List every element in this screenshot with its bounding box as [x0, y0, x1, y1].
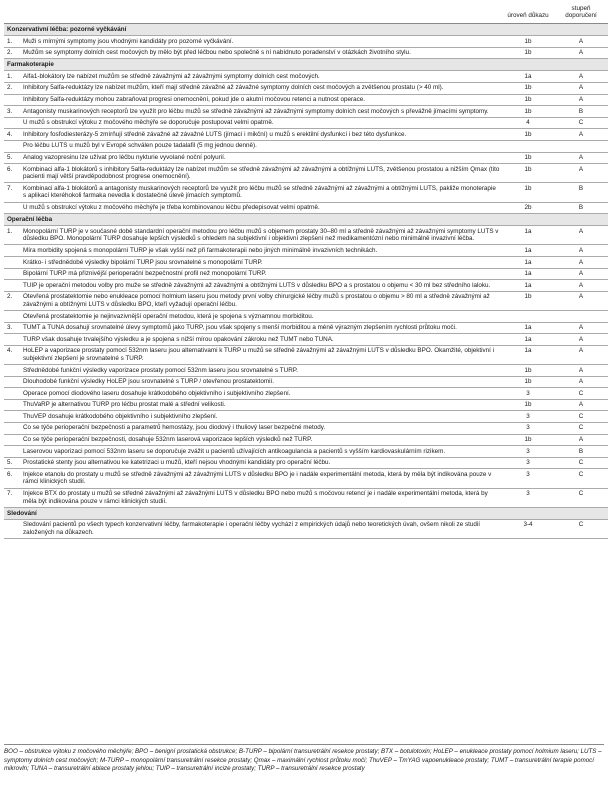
table-row: [4, 388, 608, 400]
table-row: [4, 47, 608, 59]
evidence-level: 1b: [502, 94, 554, 106]
recommendation-text: Inhibitory fosfodiesterázy-5 zmírňují středně závažné až závažné LUTS (jímací i mikční) u mužů s erektilní dysfunkcí i bez této dysfunkce.: [20, 129, 502, 141]
table-row: [4, 345, 608, 364]
recommendation-text: Krátko- i střednědobé výsledky bipolární TURP jsou srovnatelné s monopolární TURP.: [20, 257, 502, 269]
evidence-level: 3: [502, 457, 554, 469]
table-row: [4, 71, 608, 83]
section-title: Konzervativní léčba: pozorné vyčkávání: [4, 23, 608, 35]
row-number: 4.: [4, 345, 20, 364]
evidence-level: [502, 311, 554, 323]
recommendation-text: Bipolární TURP má přiznivější perioperační bezpečnostní profil než monopolární TURP.: [20, 268, 502, 280]
evidence-level: 1b: [502, 183, 554, 202]
evidence-level: 1b: [502, 47, 554, 59]
recommendation-text: Prostatické stenty jsou alternativou ke katetrizaci u mužů, kteří nejsou vhodnými kandidáty pro operační léčbu.: [20, 457, 502, 469]
recommendation-grade: B: [554, 106, 608, 118]
table-header: [4, 4, 608, 23]
section-header-row: [4, 507, 608, 519]
recommendation-grade: A: [554, 268, 608, 280]
row-number: [4, 388, 20, 400]
evidence-level: [502, 140, 554, 152]
table-row: [4, 257, 608, 269]
recommendation-grade: A: [554, 322, 608, 334]
recommendation-grade: [554, 311, 608, 323]
table-row: [4, 129, 608, 141]
recommendation-text: TURP však dosahuje trvalejšího výsledku a je spojena s nižší mírou opakování zákroku než TUMT nebo TUNA.: [20, 334, 502, 346]
row-number: [4, 117, 20, 129]
abbreviations-footnote: BOO – obstrukce výtoku z močového měchýře; BPO – benigní prostatická obstrukce; B-TURP – bipolární transuretrální resekce prostaty; BTX – botulotoxin; HoLEP – enukleace prostaty pomocí holmium laseru; LUTS – symptomy dolních cest močových; M-TURP – monopolární transuretrální resekce prostaty; Qmax – maximální rychlost průtoku moči; ThuVEP – TmYAG vapoenukleace prostaty; TUMT – transuretrální terapie pomocí mikrovln; TUNA – transuretrální ablace prostaty jehlou; TUIP – transuretrální incize prostaty; TURP – transuretrální resekce prostaty: [4, 744, 604, 774]
recommendation-text: U mužů s obstrukcí výtoku z močového měchýře je třeba kombinovanou léčbu předepisovat velmi opatrně.: [20, 202, 502, 214]
recommendation-grade: A: [554, 47, 608, 59]
recommendation-grade: A: [554, 434, 608, 446]
table-row: [4, 399, 608, 411]
recommendation-text: ThuVEP dosahuje krátkodobého objektivního i subjektivního zlepšení.: [20, 411, 502, 423]
evidence-level: 1a: [502, 334, 554, 346]
recommendation-grade: C: [554, 117, 608, 129]
recommendation-grade: A: [554, 257, 608, 269]
recommendation-text: Co se týče perioperační bezpečnosti a parametrů hemostázy, jsou diodový i thuliový laser bezpečné metody.: [20, 422, 502, 434]
table-row: [4, 322, 608, 334]
recommendation-grade: A: [554, 291, 608, 310]
table-row: [4, 245, 608, 257]
table-row: [4, 457, 608, 469]
evidence-level: 1b: [502, 129, 554, 141]
row-number: [4, 434, 20, 446]
table-row: [4, 422, 608, 434]
row-number: [4, 446, 20, 458]
table-row: [4, 411, 608, 423]
table-row: [4, 291, 608, 310]
evidence-level: 3: [502, 446, 554, 458]
row-number: 4.: [4, 129, 20, 141]
recommendation-grade: C: [554, 388, 608, 400]
recommendation-grade: C: [554, 422, 608, 434]
evidence-level: 3: [502, 469, 554, 488]
row-number: [4, 411, 20, 423]
header-blank-text: [20, 4, 502, 23]
table-row: [4, 365, 608, 377]
evidence-level: 1b: [502, 434, 554, 446]
table-row: [4, 280, 608, 292]
row-number: [4, 422, 20, 434]
row-number: 1.: [4, 71, 20, 83]
recommendation-grade: C: [554, 488, 608, 507]
recommendation-grade: A: [554, 245, 608, 257]
evidence-level: 1b: [502, 376, 554, 388]
recommendation-text: TUMT a TUNA dosahují srovnatelné úlevy symptomů jako TURP, jsou však spojeny s menší morbiditou a méně výrazným zlepšením rychlosti průtoku moči.: [20, 322, 502, 334]
row-number: [4, 334, 20, 346]
recommendation-grade: A: [554, 334, 608, 346]
recommendation-grade: A: [554, 71, 608, 83]
recommendation-grade: A: [554, 152, 608, 164]
recommendation-grade: A: [554, 94, 608, 106]
recommendation-grade: A: [554, 399, 608, 411]
evidence-level: 3: [502, 488, 554, 507]
recommendation-grade: A: [554, 345, 608, 364]
row-number: 7.: [4, 183, 20, 202]
section-header-row: [4, 59, 608, 71]
recommendation-grade: A: [554, 36, 608, 48]
row-number: 2.: [4, 82, 20, 94]
recommendation-text: Otevřená prostatektomie je nejinvazivnější operační metodou, která je spojena s významnou morbiditou.: [20, 311, 502, 323]
recommendation-text: HoLEP a vaporizace prostaty pomocí 532nm laseru jsou alternativami k TURP u mužů se středně závažnými až závažnými LUTS v důsledku BPO. Okamžité, objektivní i subjektivní zlepšení je srovnatelné s TURP.: [20, 345, 502, 364]
row-number: 6.: [4, 164, 20, 183]
evidence-level: 1b: [502, 152, 554, 164]
row-number: [4, 94, 20, 106]
recommendation-text: Injekce etanolu do prostaty u mužů se středně závažnými až závažnými LUTS v důsledku BPO je i nadále experimentální metoda, která by měla být indikována pouze v rámci klinických studií.: [20, 469, 502, 488]
recommendation-text: Míra morbidity spojená s monopolární TURP je však vyšší než při farmakoterapii nebo jiných minimálně invazivních technikách.: [20, 245, 502, 257]
evidence-level: 1a: [502, 268, 554, 280]
evidence-level: 1a: [502, 322, 554, 334]
recommendation-text: Kombinaci alfa-1 blokátorů a antagonisty muskarinových receptorů lze využít pro léčbu mužů se středně závažnými až závažnými a obtížnými LUTS, pakliže monoterapie s aplikací kteréhokoli farmaka nevedla k dostatečné úlevě jímacích symptomů.: [20, 183, 502, 202]
recommendation-text: Antagonisty muskarinových receptorů lze využít pro léčbu mužů se středně závažnými až závažnými symptomy dolních cest močových s převážně jímacími symptomy.: [20, 106, 502, 118]
row-number: [4, 280, 20, 292]
recommendation-grade: A: [554, 226, 608, 245]
table-row: [4, 376, 608, 388]
recommendation-text: Co se týče perioperační bezpečnosti, dosahuje 532nm laserová vaporizace lepších výsledků než TURP.: [20, 434, 502, 446]
row-number: 2.: [4, 291, 20, 310]
table-row: [4, 268, 608, 280]
recommendation-text: U mužů s obstrukcí výtoku z močového měchýře se doporučuje postupovat velmi opatrně.: [20, 117, 502, 129]
table-row: [4, 446, 608, 458]
recommendation-text: Otevřená prostatektomie nebo enukleace pomocí holmium laseru jsou metody první volby chirurgické léčby mužů s prostatou o objemu > 80 ml a středně závažnými až závažnými a obtížnými LUTS v důsledku BPO, kteří vyžadují operační léčbu.: [20, 291, 502, 310]
recommendation-text: TUIP je operační metodou volby pro muže se středně závažnými až závažnými a obtížnými LUTS v důsledku BPO a s prostatou o objemu < 30 ml bez středního laloku.: [20, 280, 502, 292]
evidence-level: 1a: [502, 345, 554, 364]
recommendation-text: Střednědobé funkční výsledky vaporizace prostaty pomocí 532nm laseru jsou srovnatelné s TURP.: [20, 365, 502, 377]
table-row: [4, 183, 608, 202]
section-title: Farmakoterapie: [4, 59, 608, 71]
recommendation-grade: B: [554, 202, 608, 214]
table-row: [4, 434, 608, 446]
evidence-level: 1b: [502, 291, 554, 310]
row-number: [4, 268, 20, 280]
evidence-level: 1b: [502, 82, 554, 94]
table-row: [4, 334, 608, 346]
row-number: 3.: [4, 106, 20, 118]
recommendation-grade: C: [554, 519, 608, 538]
row-number: 1.: [4, 226, 20, 245]
recommendation-grade: B: [554, 183, 608, 202]
recommendation-text: Analog vazopresinu lze užívat pro léčbu nykturie vyvolané noční polyurií.: [20, 152, 502, 164]
table-row: [4, 226, 608, 245]
table-row: [4, 106, 608, 118]
row-number: [4, 245, 20, 257]
header-blank: [4, 4, 20, 23]
recommendation-text: ThuVaRP je alternativou TURP pro léčbu prostat malé a střední velikosti.: [20, 399, 502, 411]
row-number: 5.: [4, 152, 20, 164]
recommendation-grade: C: [554, 411, 608, 423]
table-row: [4, 94, 608, 106]
evidence-level: 3: [502, 422, 554, 434]
evidence-level: 3: [502, 388, 554, 400]
recommendation-text: Laserovou vaporizaci pomocí 532nm laseru se doporučuje zvážit u pacientů užívajících antikoagulancia a pacientů s vyšším kardiovaskulárním rizikem.: [20, 446, 502, 458]
evidence-level: 3-4: [502, 519, 554, 538]
table-row: [4, 152, 608, 164]
table-row: [4, 164, 608, 183]
evidence-level: 3: [502, 411, 554, 423]
table-row: [4, 488, 608, 507]
recommendation-grade: A: [554, 164, 608, 183]
evidence-level: 1a: [502, 226, 554, 245]
row-number: [4, 202, 20, 214]
table-row: [4, 202, 608, 214]
row-number: 7.: [4, 488, 20, 507]
recommendation-text: Injekce BTX do prostaty u mužů se středně závažnými až závažnými LUTS v důsledku BPO nebo mužů s močovou retencí je i nadále experimentální metoda, která by měla být indikována pouze v rámci klinických studií.: [20, 488, 502, 507]
recommendation-text: Pro léčbu LUTS u mužů byl v Evropě schválen pouze tadalafil (5 mg jednou denně).: [20, 140, 502, 152]
evidence-level: 1b: [502, 36, 554, 48]
table-row: [4, 311, 608, 323]
row-number: 5.: [4, 457, 20, 469]
row-number: [4, 519, 20, 538]
recommendation-text: Mužům se symptomy dolních cest močových by mělo být před léčbou nebo společně s ní nabídnuto poradenství v otázkách životního stylu.: [20, 47, 502, 59]
recommendation-text: Dlouhodobé funkční výsledky HoLEP jsou srovnatelné s TURP / otevřenou prostatektomií.: [20, 376, 502, 388]
evidence-level: 1a: [502, 257, 554, 269]
evidence-level: 1a: [502, 245, 554, 257]
table-row: [4, 469, 608, 488]
recommendation-grade: B: [554, 446, 608, 458]
evidence-level: 1b: [502, 164, 554, 183]
recommendation-text: Operace pomocí diodového laseru dosahuje krátkodobého objektivního i subjektivního zlepšení.: [20, 388, 502, 400]
evidence-level: 1b: [502, 399, 554, 411]
evidence-level: 2b: [502, 202, 554, 214]
table-row: [4, 36, 608, 48]
recommendation-grade: A: [554, 82, 608, 94]
recommendation-text: Monopolární TURP je v současné době standardní operační metodou pro léčbu mužů s objemem prostaty 30–80 ml a středně závažnými až závažnými symptomy LUTS v důsledku BPO. Monopolární TURP dosahuje lepších výsledků s ohledem na subjektivní i objektivní zlepšení než medikamentózní nebo minimálně invazivní léčba.: [20, 226, 502, 245]
recommendation-grade: A: [554, 280, 608, 292]
recommendation-grade: A: [554, 376, 608, 388]
row-number: 3.: [4, 322, 20, 334]
section-header-row: [4, 214, 608, 226]
row-number: [4, 257, 20, 269]
grade-of-recommendation-header: stupeň doporučení: [554, 4, 608, 23]
row-number: 1.: [4, 36, 20, 48]
table-row: [4, 519, 608, 538]
recommendation-grade: C: [554, 469, 608, 488]
recommendation-text: Kombinaci alfa-1 blokátorů s inhibitory 5alfa-reduktázy lze nabízet mužům se středně závažnými až závažnými a obtížnými LUTS, zvětšenou prostatou a nižším Qmax (tito pacienti mají větší pravděpodobnost progrese onemocnění).: [20, 164, 502, 183]
level-of-evidence-header: úroveň důkazu: [502, 4, 554, 23]
evidence-level: 1a: [502, 280, 554, 292]
evidence-level: 1a: [502, 71, 554, 83]
recommendation-text: Alfa1-blokátory lze nabízet mužům se středně závažnými až závažnými symptomy dolních cest močových.: [20, 71, 502, 83]
recommendation-grade: [554, 140, 608, 152]
row-number: [4, 140, 20, 152]
row-number: [4, 376, 20, 388]
recommendation-grade: A: [554, 129, 608, 141]
recommendation-text: Muži s mírnými symptomy jsou vhodnými kandidáty pro pozorné vyčkávání.: [20, 36, 502, 48]
recommendation-text: Inhibitory 5alfa-reduktázy lze nabízet mužům, kteří mají středně závažné až závažné symptomy dolních cest močových a zvětšenou prostatu (> 40 ml).: [20, 82, 502, 94]
row-number: 2.: [4, 47, 20, 59]
evidence-level: 1b: [502, 365, 554, 377]
evidence-level: 4: [502, 117, 554, 129]
recommendation-grade: C: [554, 457, 608, 469]
row-number: [4, 311, 20, 323]
recommendation-text: Inhibitory 5alfa-reduktázy mohou zabraňovat progresi onemocnění, pokud jde o akutní močovou retenci a nutnost operace.: [20, 94, 502, 106]
table-body: [4, 23, 608, 538]
recommendation-grade: A: [554, 365, 608, 377]
table-row: [4, 140, 608, 152]
row-number: [4, 365, 20, 377]
recommendations-table: [4, 4, 608, 539]
evidence-level: 1b: [502, 106, 554, 118]
row-number: 6.: [4, 469, 20, 488]
recommendation-text: Sledování pacientů po všech typech konzervativní léčby, farmakoterapie i operační léčby vychází z empirických údajů nebo teoretických úvah, ovšem nikoli ze studií založených na důkazech.: [20, 519, 502, 538]
section-header-row: [4, 23, 608, 35]
table-row: [4, 82, 608, 94]
section-title: Operační léčba: [4, 214, 608, 226]
row-number: [4, 399, 20, 411]
table-row: [4, 117, 608, 129]
section-title: Sledování: [4, 507, 608, 519]
